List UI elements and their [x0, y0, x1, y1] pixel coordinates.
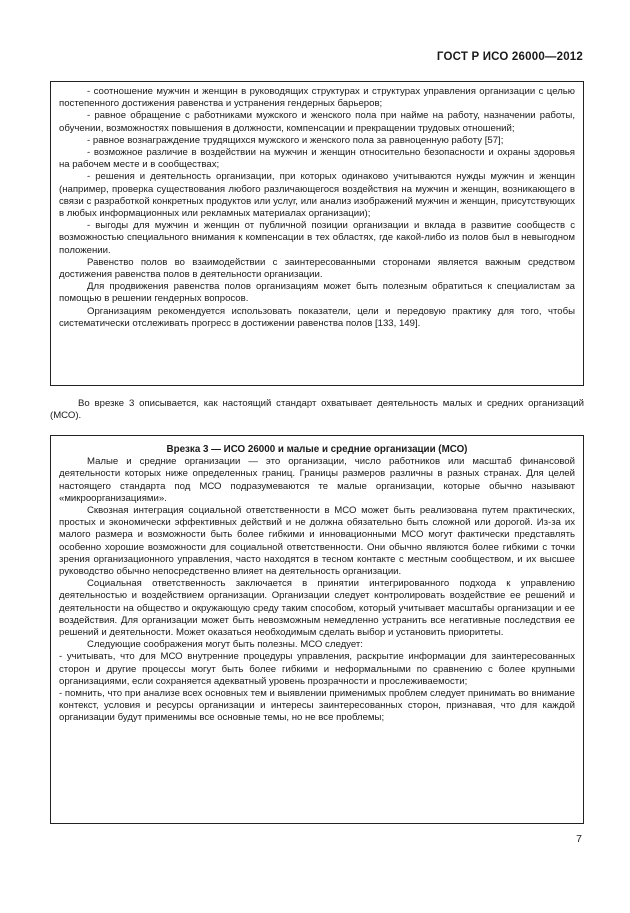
- paragraph: Организациям рекомендуется использовать показатели, цели и передовую практику для того, чтобы систематически отслеживать прогресс в достижении равенства полов [133, 149].: [59, 305, 575, 329]
- text-box-gender-equality: [50, 81, 584, 386]
- page-number: 7: [576, 833, 582, 845]
- box-title: Врезка 3 — ИСО 26000 и малые и средние организации (МСО): [166, 444, 468, 455]
- paragraph: - помнить, что при анализе всех основных тем и выявлении применимых проблем следует принимать во внимание контекст, условия и ресурсы организации и интересы заинтересованных сторон, признавая, что для каждой организации будут применимы все основные темы, но не все проблемы;: [59, 688, 575, 724]
- text-box-3-sme: [50, 435, 584, 824]
- paragraph: - учитывать, что для МСО внутренние процедуры управления, раскрытие информации для заинтересованных сторон и другие процессы могут быть более гибкими и неформальными по сравнению с более крупными организациями, если сохраняется адекватный уровень прозрачности и прослеживаемости;: [59, 651, 575, 687]
- paragraph: - возможное различие в воздействии на мужчин и женщин относительно безопасности и охраны здоровья на рабочем месте и в сообществах;: [59, 147, 575, 171]
- paragraph: Следующие соображения могут быть полезны. МСО следует:: [87, 639, 363, 651]
- paragraph: - равное обращение с работниками мужского и женского пола при найме на работу, назначении работы, обучении, возможностях повышения в должности, компенсации и прекращении трудовых отношений;: [59, 110, 575, 134]
- paragraph: Во врезке 3 описывается, как настоящий стандарт охватывает деятельность малых и средних организаций (МСО).: [50, 398, 584, 422]
- paragraph: - выгоды для мужчин и женщин от публичной позиции организации и вклада в развитие сообществ с возможностью специального внимания к компенсации в тех областях, где какой-либо из полов был в невыгодном положении.: [59, 220, 575, 256]
- paragraph: - решения и деятельность организации, при которых одинаково учитываются нужды мужчин и женщин (например, проверка существования любого различающегося воздействия на мужчин и женщин, возникающего в связи с разработкой конкретных продуктов или услуг, или анализ изображений мужчин и женщин, присутствующих в любых информационных или рекламных материалах организации);: [59, 171, 575, 220]
- paragraph: Малые и средние организации — это организации, число работников или масштаб финансовой деятельности которых ниже определенных границ. Границы размеров различны в разных странах. Для целей настоящего стандарта под МСО подразумеваются те малые организации, которые обычно называют «микроорганизациями».: [59, 456, 575, 504]
- paragraph: Социальная ответственность заключается в принятии интегрированного подхода к управлению деятельностью и воздействием организации. Организации следует контролировать воздействие ее решений и деятельности на общество и окружающую среду таким способом, который учитывает масштабы организации и ее воздействия. Для организации может быть невозможным немедленно устранить все негативные последствия ее решений и деятельности. Может оказаться необходимым сделать выбор и установить приоритеты.: [59, 578, 575, 639]
- paragraph: Для продвижения равенства полов организациям может быть полезным обратиться к специалистам за помощью в решении гендерных вопросов.: [59, 281, 575, 305]
- paragraph: - равное вознаграждение трудящихся мужского и женского пола за равноценную работу [57];: [87, 134, 504, 146]
- paragraph: Равенство полов во взаимодействии с заинтересованными сторонами является важным средством достижения равенства полов в деятельности организации.: [59, 256, 575, 281]
- intro-paragraph-box3: [50, 398, 584, 422]
- paragraph: - соотношение мужчин и женщин в руководящих структурах и структурах управления организации с целью постепенного достижения равенства и устранения гендерных барьеров;: [59, 86, 575, 110]
- paragraph: Сквозная интеграция социальной ответственности в МСО может быть реализована путем практических, простых и экономически эффективных действий и не должна обязательно быть сложной или дорогой. Из-за их малого размера и возможности быть более гибкими и инновационными МСО могут фактически представлять особенно хорошие возможности для социальной ответственности. Они обычно являются более гибкими с точки зрения организационного управления, часто находятся в тесном контакте с местным сообществом, и их высшее руководство обычно непосредственно влияет на деятельность организации.: [59, 505, 575, 578]
- document-header: ГОСТ Р ИСО 26000—2012: [436, 51, 583, 63]
